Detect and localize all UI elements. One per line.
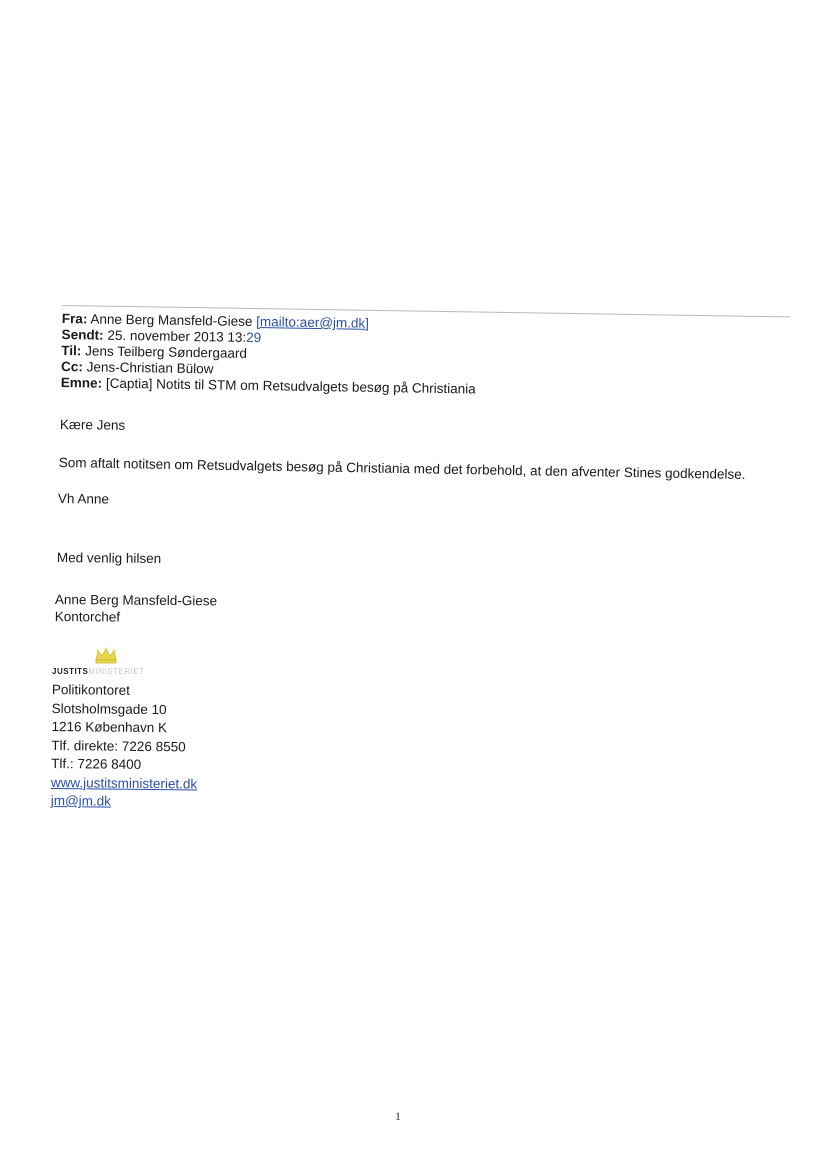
body-paragraph: Som aftalt notitsen om Retsudvalgets besøg på Christiania med det forbehold, at den afventer Stines godkendelse. bbox=[58, 455, 746, 482]
from-name: Anne Berg Mansfeld-Giese bbox=[90, 311, 253, 329]
signer-name: Anne Berg Mansfeld-Giese bbox=[54, 591, 218, 609]
subject-value: [Captia] Notits til STM om Retsudvalgets besøg på Christiania bbox=[105, 375, 476, 397]
office-street: Slotsholmsgade 10 bbox=[51, 700, 167, 717]
subject-label: Emne: bbox=[60, 374, 103, 391]
sent-minutes: 29 bbox=[246, 329, 262, 346]
closing: Med venlig hilsen bbox=[56, 550, 162, 567]
logo-faint-text: MINISTERIET bbox=[88, 667, 145, 676]
from-mailto-link[interactable]: [mailto:aer@jm.dk] bbox=[256, 314, 370, 331]
cc-label: Cc: bbox=[61, 358, 84, 375]
email-link[interactable]: jm@jm.dk bbox=[50, 792, 112, 809]
website-link[interactable]: www.justitsministeriet.dk bbox=[50, 774, 198, 792]
crown-icon bbox=[94, 646, 118, 664]
sign-off: Vh Anne bbox=[57, 491, 110, 507]
phone-direct: Tlf. direkte: 7226 8550 bbox=[51, 737, 186, 754]
office-contact bbox=[51, 681, 199, 812]
sent-label: Sendt: bbox=[61, 326, 104, 343]
page-number: 1 bbox=[395, 1109, 401, 1123]
greeting: Kære Jens bbox=[59, 417, 126, 433]
from-label: Fra: bbox=[61, 311, 88, 327]
office-name: Politikontoret bbox=[51, 681, 131, 698]
to-value: Jens Teilberg Søndergaard bbox=[85, 343, 248, 361]
phone-main: Tlf.: 7226 8400 bbox=[51, 755, 142, 772]
signer-block bbox=[55, 591, 217, 626]
logo-wordmark bbox=[52, 667, 145, 676]
ministry-logo bbox=[52, 646, 162, 676]
cc-value: Jens-Christian Bülow bbox=[86, 359, 214, 377]
signer-title: Kontorchef bbox=[54, 608, 121, 625]
sent-date: 25. november 2013 13: bbox=[107, 327, 247, 345]
office-city: 1216 København K bbox=[51, 718, 168, 736]
email-header bbox=[61, 311, 782, 402]
logo-text: JUSTITS bbox=[52, 667, 89, 676]
to-label: Til: bbox=[61, 342, 82, 359]
